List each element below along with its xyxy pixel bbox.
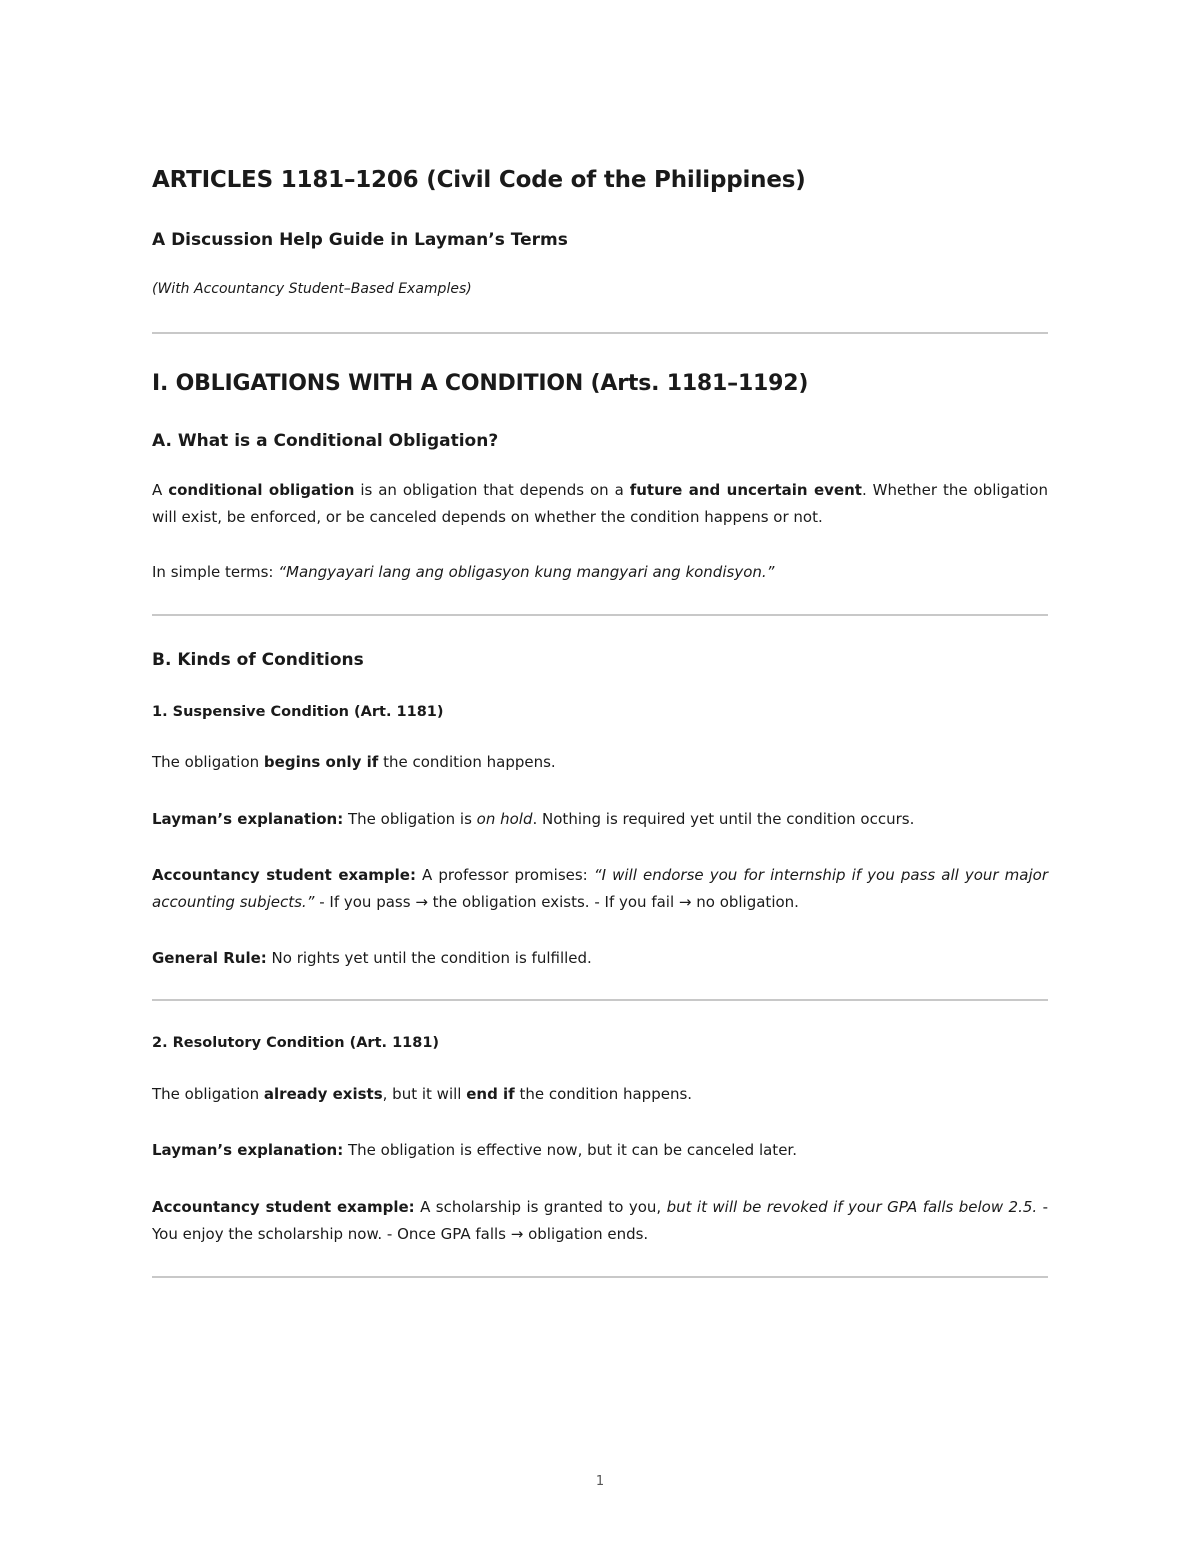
suspensive-general-rule (152, 945, 1048, 972)
quote: “I will endorse you for internship if you pass all your major accounting subjects.” (152, 866, 1048, 911)
text-run: , but it will (382, 1085, 467, 1103)
section-heading: I. OBLIGATIONS WITH A CONDITION (Arts. 1181–1192) (152, 371, 809, 396)
text-run: The obligation is (343, 810, 477, 828)
key-phrase: future and uncertain event (629, 481, 862, 499)
emphasis: on hold (476, 810, 533, 828)
text-run: is an obligation that depends on a (354, 481, 630, 499)
text-run: - If you pass → the obligation exists. - If you fail → no obligation. (314, 893, 799, 911)
definition-paragraph (152, 477, 1048, 531)
resolutory-heading: 2. Resolutory Condition (Art. 1181) (152, 1035, 440, 1051)
text-run: the condition happens. (514, 1085, 693, 1103)
document-subtitle: A Discussion Help Guide in Layman’s Terms (152, 230, 568, 250)
defined-term: conditional obligation (168, 481, 355, 499)
text-run: No rights yet until the condition is fulfilled. (266, 949, 592, 967)
key-phrase: already exists (263, 1085, 383, 1103)
suspensive-example (152, 862, 1048, 916)
text-run: - You enjoy the scholarship now. - Once GPA falls → obligation ends. (152, 1198, 1049, 1243)
text-run: A professor promises: (415, 866, 594, 884)
divider (152, 1276, 1048, 1278)
resolutory-layman (152, 1137, 1048, 1164)
text-run: The obligation is effective now, but it can be canceled later. (343, 1141, 797, 1159)
resolutory-example (152, 1194, 1048, 1248)
label: Layman’s explanation: (152, 810, 344, 828)
document-title: ARTICLES 1181–1206 (Civil Code of the Philippines) (152, 167, 806, 193)
tagalog-quote: “Mangyayari lang ang obligasyon kung mangyari ang kondisyon.” (278, 563, 775, 581)
label: General Rule: (152, 949, 267, 967)
emphasis: but it will be revoked if your GPA falls below 2.5. (666, 1198, 1038, 1216)
text-run: A scholarship is granted to you, (414, 1198, 667, 1216)
divider (152, 614, 1048, 616)
text-run: A (152, 481, 169, 499)
resolutory-description (152, 1081, 1048, 1108)
suspensive-description (152, 749, 1048, 776)
simple-terms-paragraph (152, 559, 1048, 586)
text-run: In simple terms: (152, 563, 279, 581)
text-run: The obligation (152, 1085, 264, 1103)
key-phrase: end if (466, 1085, 515, 1103)
document-tagline: (With Accountancy Student–Based Examples) (152, 281, 472, 297)
divider (152, 999, 1048, 1001)
subsection-heading-b: B. Kinds of Conditions (152, 650, 364, 670)
text-run: The obligation (152, 753, 264, 771)
label: Accountancy student example: (152, 866, 416, 884)
text-run: . Nothing is required yet until the condition occurs. (532, 810, 915, 828)
key-phrase: begins only if (263, 753, 379, 771)
label: Layman’s explanation: (152, 1141, 344, 1159)
subsection-heading-a: A. What is a Conditional Obligation? (152, 431, 499, 451)
suspensive-layman (152, 806, 1048, 833)
page-number: 1 (595, 1474, 605, 1489)
label: Accountancy student example: (152, 1198, 415, 1216)
divider (152, 332, 1048, 334)
suspensive-heading: 1. Suspensive Condition (Art. 1181) (152, 704, 444, 720)
text-run: . Whether the obligation will exist, be enforced, or be canceled depends on whether the condition happens or not. (152, 481, 1048, 526)
text-run: the condition happens. (378, 753, 556, 771)
